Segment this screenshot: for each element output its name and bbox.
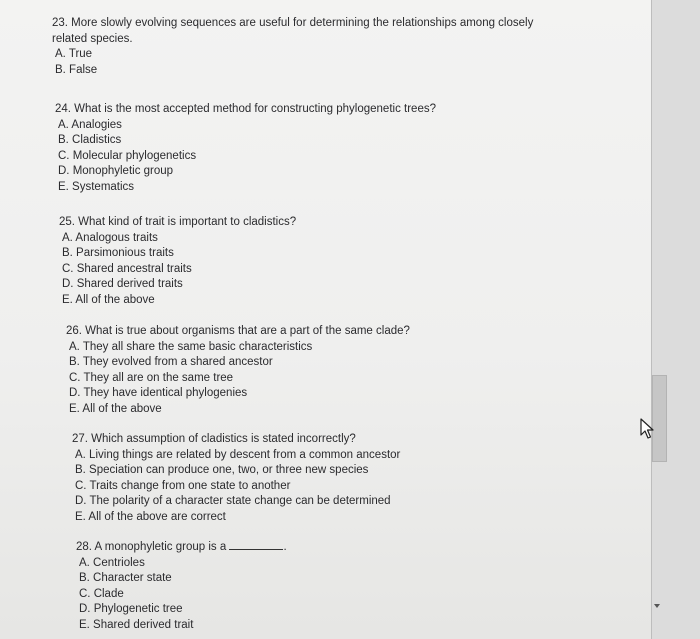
- question-25: [59, 215, 296, 309]
- question-stem: 26. What is true about organisms that are a part of the same clade?: [66, 325, 410, 337]
- question-stem-suffix: .: [283, 541, 287, 553]
- option-b[interactable]: B. Character state: [79, 572, 172, 585]
- option-e[interactable]: E. Shared derived trait: [79, 618, 194, 631]
- option-a[interactable]: A. Analogies: [58, 118, 122, 131]
- option-c[interactable]: C. Molecular phylogenetics: [58, 149, 197, 162]
- option-e[interactable]: E. All of the above: [62, 293, 155, 306]
- option-a[interactable]: A. Analogous traits: [62, 231, 158, 244]
- option-c[interactable]: C. Shared ancestral traits: [62, 262, 192, 275]
- scrollbar-divider: [651, 0, 652, 639]
- option-d[interactable]: D. Shared derived traits: [62, 278, 183, 291]
- option-e[interactable]: E. All of the above: [69, 402, 162, 415]
- option-b[interactable]: B. They evolved from a shared ancestor: [69, 356, 273, 369]
- question-23: [52, 16, 533, 78]
- question-stem: 27. Which assumption of cladistics is stated incorrectly?: [72, 433, 356, 445]
- question-28: [76, 540, 287, 634]
- option-c[interactable]: C. Traits change from one state to another: [75, 479, 291, 492]
- option-b[interactable]: B. Cladistics: [58, 134, 122, 147]
- option-c[interactable]: C. Clade: [79, 587, 124, 600]
- option-a[interactable]: A. True: [55, 48, 93, 61]
- question-stem: 25. What kind of trait is important to cladistics?: [59, 216, 297, 228]
- scroll-down-arrow-icon[interactable]: [654, 604, 660, 608]
- mouse-pointer-icon: [640, 418, 656, 440]
- option-a[interactable]: A. Living things are related by descent from a common ancestor: [75, 448, 401, 461]
- option-a[interactable]: A. They all share the same basic characteristics: [69, 340, 313, 353]
- scrollbar-track[interactable]: [652, 0, 700, 639]
- option-b[interactable]: B. False: [55, 63, 98, 76]
- option-b[interactable]: B. Speciation can produce one, two, or three new species: [75, 464, 369, 477]
- question-27: [72, 432, 400, 526]
- option-d[interactable]: D. Phylogenetic tree: [79, 603, 183, 616]
- option-c[interactable]: C. They all are on the same tree: [69, 371, 234, 384]
- answer-blank: [229, 549, 283, 550]
- option-d[interactable]: D. Monophyletic group: [58, 165, 174, 178]
- question-stem: 23. More slowly evolving sequences are useful for determining the relationships among closely related species.: [52, 17, 534, 45]
- question-26: [66, 324, 410, 418]
- option-b[interactable]: B. Parsimonious traits: [62, 247, 174, 260]
- question-24: [55, 102, 436, 196]
- option-a[interactable]: A. Centrioles: [79, 556, 145, 569]
- question-stem: 24. What is the most accepted method for constructing phylogenetic trees?: [55, 103, 436, 115]
- option-e[interactable]: E. All of the above are correct: [75, 510, 226, 523]
- option-e[interactable]: E. Systematics: [58, 180, 135, 193]
- option-d[interactable]: D. The polarity of a character state change can be determined: [75, 495, 391, 508]
- option-d[interactable]: D. They have identical phylogenies: [69, 387, 248, 400]
- question-stem: [76, 540, 287, 556]
- question-stem-text: 28. A monophyletic group is a: [76, 541, 227, 553]
